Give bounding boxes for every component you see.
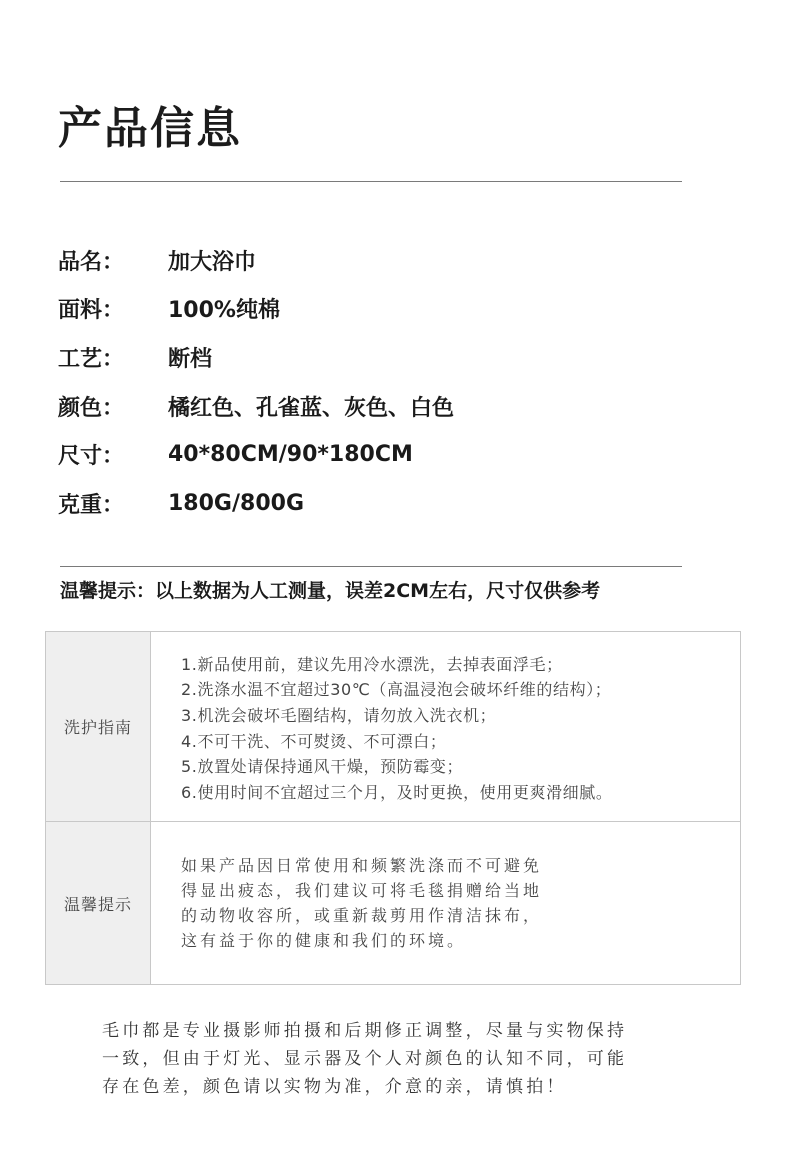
care-row-tip [46,822,741,985]
care-guide-line: 2.洗涤水温不宜超过30℃（高温浸泡会破坏纤维的结构）； [181,680,612,700]
spec-row-name [58,236,698,285]
care-table [45,631,741,985]
care-tip-line: 得显出疲态，我们建议可将毛毯捐赠给当地 [181,881,543,900]
spec-row-weight [58,479,698,528]
spec-row-craft [58,333,698,382]
spec-divider [60,566,682,567]
color-disclaimer [102,1017,702,1101]
care-tip-line: 的动物收容所，或重新裁剪用作清洁抹布， [181,906,543,925]
spec-value: 180G/800G [168,490,304,516]
spec-label: 工艺： [58,346,125,372]
care-guide-line: 6.使用时间不宜超过三个月，及时更换，使用更爽滑细腻。 [181,782,613,802]
care-guide-line: 1.新品使用前，建议先用冷水漂洗，去掉表面浮毛； [181,654,563,674]
disclaimer-line: 一致，但由于灯光、显示器及个人对颜色的认知不同，可能 [102,1049,628,1069]
spec-value: 橘红色、孔雀蓝、灰色、白色 [168,395,455,421]
spec-label: 品名： [58,249,125,275]
disclaimer-line: 存在色差，颜色请以实物为准，介意的亲，请慎拍！ [102,1077,567,1097]
spec-label: 克重： [58,492,125,518]
title-divider [60,181,682,182]
page-title: 产品信息 [58,103,242,154]
spec-row-fabric [58,285,698,334]
care-tip-line: 这有益于你的健康和我们的环境。 [181,931,467,950]
care-guide-line: 3.机洗会破坏毛圈结构，请勿放入洗衣机； [181,705,497,725]
spec-value: 加大浴巾 [168,249,257,275]
care-tip-header: 温馨提示 [46,822,151,985]
spec-label: 尺寸： [58,444,125,470]
care-row-guide [46,632,741,822]
disclaimer-line: 毛巾都是专业摄影师拍摄和后期修正调整，尽量与实物保持 [102,1021,628,1041]
measurement-notice: 温馨提示：以上数据为人工测量，误差2CM左右，尺寸仅供参考 [60,580,601,602]
spec-value: 100%纯棉 [168,298,280,324]
spec-label: 面料： [58,298,125,324]
spec-list [58,236,698,528]
spec-value: 40*80CM/90*180CM [168,442,413,468]
care-tip-line: 如果产品因日常使用和频繁洗涤而不可避免 [181,856,543,875]
care-tip-body [151,822,741,985]
care-guide-body [151,632,741,822]
spec-row-size [58,430,698,479]
spec-label: 颜色： [58,395,125,421]
spec-row-color [58,382,698,431]
care-guide-line: 5.放置处请保持通风干燥，预防霉变； [181,757,464,777]
care-guide-header: 洗护指南 [46,632,151,822]
care-guide-line: 4.不可干洗、不可熨烫、不可漂白； [181,731,447,751]
spec-value: 断档 [168,346,213,372]
